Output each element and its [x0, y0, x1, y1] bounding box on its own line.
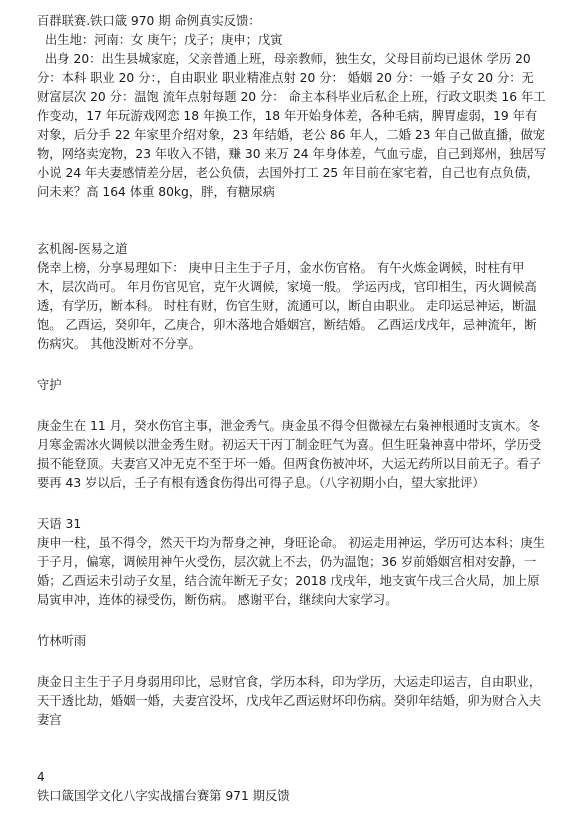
section-title: 天语 31 [37, 517, 82, 531]
next-issue-title: 铁口箴国学文化八字实战擂台赛第 971 期反馈 [37, 789, 290, 803]
page-number: 4 [37, 770, 45, 784]
section-body: 侥幸上榜，分享易理如下： 庚申日主生于子月，金水伤官格。 有午火炼金调候，时柱有甲木，层次尚可。 年月伤官见官，克午火调候，家境一般。 学运丙戌，官印相生，丙火调候高透，有学历，断本科。 时柱有财，伤官生财，流通可以，断自由职业。 走印运忌神运，断温饱。 乙酉运，癸卯年，乙庚合，卯木落地合婚姻宫，断结婚。 乙酉运戊戌年，忌神流年，断伤病灾。 其他没断对不分享。 [37, 261, 537, 351]
section-title: 竹林听雨 [37, 634, 87, 648]
section-body: 庚金生在 11 月，癸水伤官主事，泄金秀气。庚金虽不得令但微禄左右枭神根通时支寅木。冬月寒金需冰火调候以泄金秀生财。初运天干丙丁制金旺气为喜。但生旺枭神喜中带坏，学历受损不能登顶。夫妻宫又冲无克不至于坏一婚。但两食伤被冲坏，大运无药所以目前无子。看子要再 43 岁以后，壬子有根有透食伤得出可得子息。（八字初期小白，望大家批评） [37, 419, 542, 490]
section-title: 玄机阁-医易之道 [37, 242, 128, 256]
case-details: 出身 20：出生县城家庭，父亲普通上班，母亲教师，独生女，父母目前均已退休 学历 20 分：本科 职业 20 分：，自由职业 职业精准点射 20 分： 婚姻 20 分：一婚 子女 20 分：无 财富层次 20 分：温饱 流年点射每题 20 分： 命主本科毕业后私企上班，行政文职类 16 年工作变动，17 年玩游戏网恋 18 年换工作，18 年开始身体差，各种毛病，脾胃虚弱，19 年有对象，后分手 22 年家里介绍对象，23 年结婚，老公 86 年人，二婚 23 年自己做直播，做宠物，网络卖宠物，23 年收入不错，赚 30 来万 24 年身体差，气血亏虚，自己到郑州，独居写小说 24 年夫妻感情差分居，老公负债，去国外打工 25 年目前在家宅着，自己也有点负债，问未来？高 164 体重 80kg，胖，有糖尿病 [37, 52, 547, 199]
report-header: 百群联赛.铁口箴 970 期 命例真实反馈： [37, 14, 261, 28]
section-body: 庚金日主生于子月身弱用印比，忌财官食，学历本科，印为学历，大运走印运吉，自由职业，天干透比劫，婚姻一婚，夫妻宫没坏，戊戌年乙酉运财坏印伤病。癸卯年结婚，卯为财合入夫妻宫 [37, 675, 542, 727]
section-title: 守护 [37, 378, 62, 392]
birth-info: 出生地：河南：女 庚午；戊子；庚申；戊寅 [45, 33, 283, 47]
document-page [37, 12, 547, 806]
section-body: 庚申一柱，虽不得令，然天干均为帮身之神，身旺论命。 初运走用神运，学历可达本科；庚生于子月，偏寒，调候用神午火受伤，层次就上不去，仍为温饱；36 岁前婚姻宫相对安静，一婚；乙酉运未引动子女星，结合流年断无子女；2018 戊戌年，地支寅午戌三合火局，加上原局寅申冲，连体的禄受伤，断伤病。 感谢平台，继续向大家学习。 [37, 536, 546, 607]
